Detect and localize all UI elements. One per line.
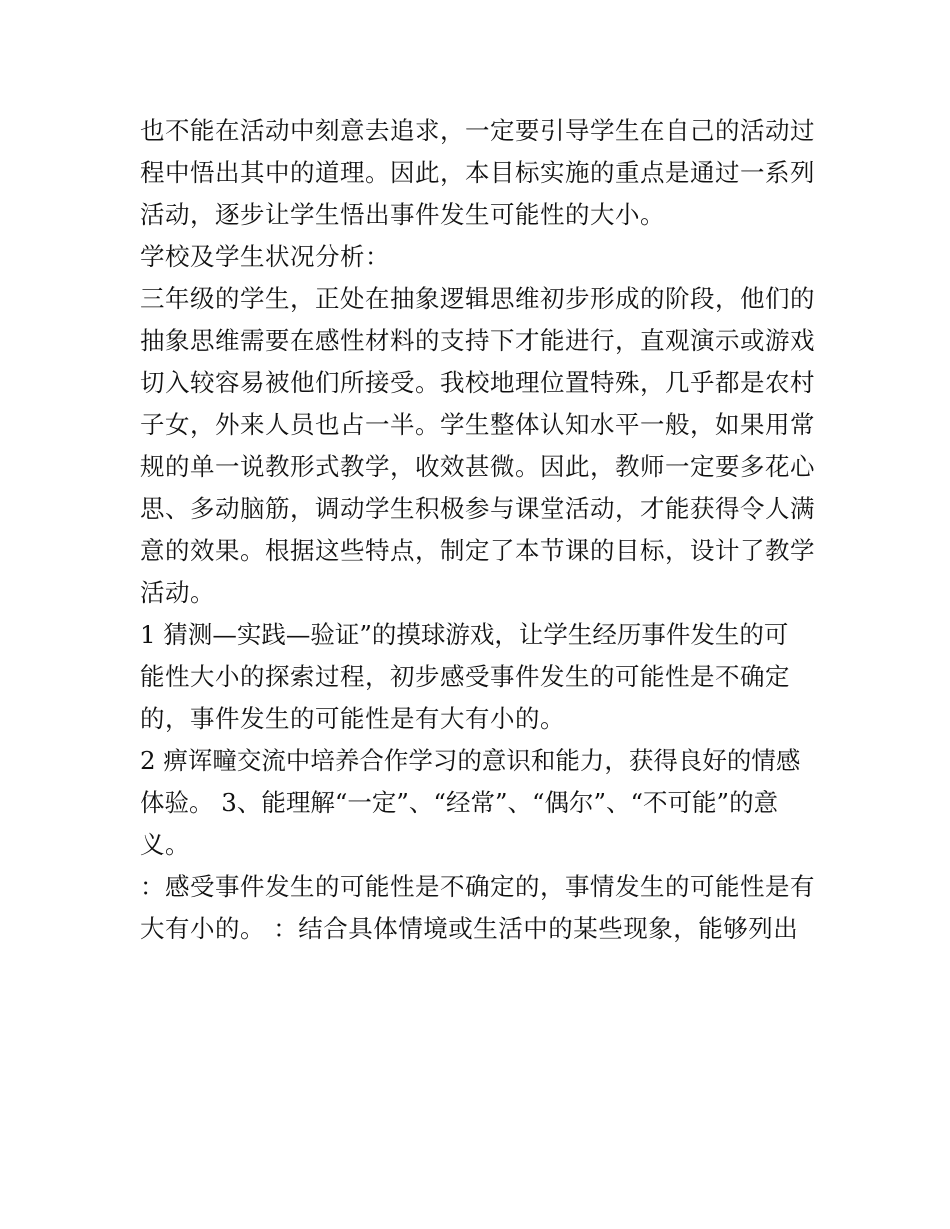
text-line-12: 活动。 bbox=[140, 578, 215, 607]
goal-item-1-line-1: 1 猜测—实践—验证”的摸球游戏，让学生经历事件发生的可 bbox=[140, 620, 789, 649]
text-line-6: 抽象思维需要在感性材料的支持下才能进行，直观演示或游戏 bbox=[140, 326, 815, 355]
text-line-5: 三年级的学生，正处在抽象逻辑思维初步形成的阶段，他们的 bbox=[140, 284, 815, 313]
text-line-20: 大有小的。 ：结合具体情境或生活中的某些现象，能够列出 bbox=[140, 914, 799, 943]
goal-item-2-line-3: 义。 bbox=[140, 830, 190, 859]
text-line-10: 思、多动脑筋，调动学生积极参与课堂活动，才能获得令人满 bbox=[140, 494, 815, 523]
goal-item-1-line-3: 的，事件发生的可能性是有大有小的。 bbox=[140, 704, 565, 733]
text-line-9: 规的单一说教形式教学，收效甚微。因此，教师一定要多花心 bbox=[140, 452, 815, 481]
text-line-11: 意的效果。根据这些特点，制定了本节课的目标，设计了教学 bbox=[140, 536, 815, 565]
text-line-19: ：感受事件发生的可能性是不确定的，事情发生的可能性是有 bbox=[140, 872, 815, 901]
text-line-1: 也不能在活动中刻意去追求，一定要引导学生在自己的活动过 bbox=[140, 116, 815, 145]
goal-item-1-line-2: 能性大小的探索过程，初步感受事件发生的可能性是不确定 bbox=[140, 662, 790, 691]
section-heading: 学校及学生状况分析： bbox=[140, 242, 390, 271]
text-line-8: 子女，外来人员也占一半。学生整体认知水平一般，如果用常 bbox=[140, 410, 815, 439]
text-line-7: 切入较容易被他们所接受。我校地理位置特殊，几乎都是农村 bbox=[140, 368, 815, 397]
text-line-3: 活动，逐步让学生悟出事件发生可能性的大小。 bbox=[140, 200, 665, 229]
text-line-2: 程中悟出其中的道理。因此，本目标实施的重点是通过一系列 bbox=[140, 158, 815, 187]
body-text bbox=[140, 110, 830, 950]
goal-item-2-line-2: 体验。 3、能理解“一定”、“经常”、“偶尔”、“不可能”的意 bbox=[140, 788, 779, 817]
goal-item-2-line-1: 2 痹诨疃交流中培养合作学习的意识和能力，获得良好的情感 bbox=[140, 746, 801, 775]
